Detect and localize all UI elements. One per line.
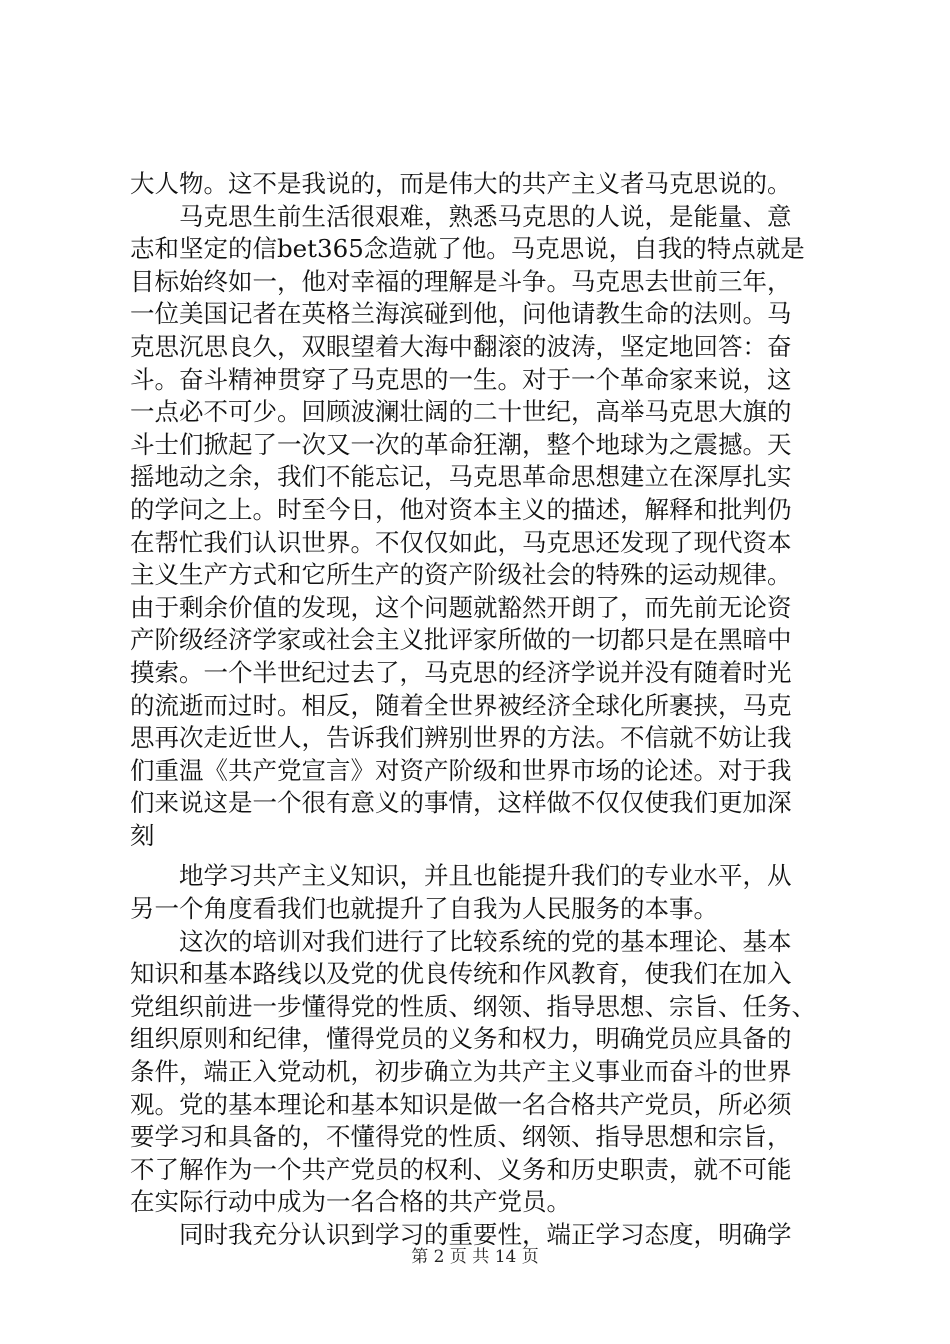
text-line: 要学习和具备的，不懂得党的性质、纲领、指导思想和宗旨， — [130, 1122, 792, 1152]
text-line: 马克思生前生活很艰难，熟悉马克思的人说，是能量、意 — [130, 201, 792, 231]
text-line: 产阶级经济学家或社会主义批评家所做的一切都只是在黑暗中 — [130, 625, 792, 655]
text-line: 这次的培训对我们进行了比较系统的党的基本理论、基本 — [130, 926, 792, 956]
text-line: 克思沉思良久，双眼望着大海中翻滚的波涛，坚定地回答：奋 — [130, 331, 792, 361]
text-line: 目标始终如一，他对幸福的理解是斗争。马克思去世前三年， — [130, 266, 792, 296]
text-line: 志和坚定的信bet365念造就了他。马克思说，自我的特点就是 — [130, 234, 805, 264]
text-line: 由于剩余价值的发现，这个问题就豁然开朗了，而先前无论资 — [130, 592, 792, 622]
text-line: 思再次走近世人，告诉我们辨别世界的方法。不信就不妨让我 — [130, 723, 792, 753]
text-line: 党组织前进一步懂得党的性质、纲领、指导思想、宗旨、任务、 — [130, 991, 816, 1021]
text-line: 们重温《共产党宣言》对资产阶级和世界市场的论述。对于我 — [130, 755, 792, 785]
text-line: 在实际行动中成为一名合格的共产党员。 — [130, 1187, 571, 1217]
text-line: 在帮忙我们认识世界。不仅仅如此，马克思还发现了现代资本 — [130, 527, 792, 557]
text-line: 一点必不可少。回顾波澜壮阔的二十世纪，高举马克思大旗的 — [130, 397, 792, 427]
text-line: 一位美国记者在英格兰海滨碰到他，问他请教生命的法则。马 — [130, 299, 792, 329]
text-line: 大人物。这不是我说的，而是伟大的共产主义者马克思说的。 — [130, 169, 792, 198]
text-line: 条件，端正入党动机，初步确立为共产主义事业而奋斗的世界 — [130, 1057, 792, 1087]
text-line: 斗士们掀起了一次又一次的革命狂潮，整个地球为之震撼。天 — [130, 429, 792, 459]
page-footer — [0, 1242, 950, 1267]
text-line: 斗。奋斗精神贯穿了马克思的一生。对于一个革命家来说，这 — [130, 364, 792, 394]
text-line: 摸索。一个半世纪过去了，马克思的经济学说并没有随着时光 — [130, 657, 792, 687]
text-line: 主义生产方式和它所生产的资产阶级社会的特殊的运动规律。 — [130, 560, 792, 590]
text-line: 的流逝而过时。相反，随着全世界被经济全球化所裹挟，马克 — [130, 690, 792, 720]
text-line: 不了解作为一个共产党员的权利、义务和历史职责，就不可能 — [130, 1154, 792, 1184]
page-number: 第 2 页 共 14 页 — [411, 1247, 539, 1267]
text-line: 刻 — [130, 820, 155, 850]
text-line: 们来说这是一个很有意义的事情，这样做不仅仅使我们更加深 — [130, 788, 792, 818]
paragraph-gap — [130, 852, 830, 860]
text-line: 摇地动之余，我们不能忘记，马克思革命思想建立在深厚扎实 — [130, 462, 792, 492]
text-line: 另一个角度看我们也就提升了自我为人民服务的本事。 — [130, 894, 718, 924]
text-line: 同时我充分认识到学习的重要性，端正学习态度，明确学 — [130, 1220, 792, 1249]
text-line: 知识和基本路线以及党的优良传统和作风教育，使我们在加入 — [130, 959, 792, 989]
text-line: 观。党的基本理论和基本知识是做一名合格共产党员，所必须 — [130, 1089, 792, 1119]
document-body — [130, 168, 830, 1252]
text-line: 的学问之上。时至今日，他对资本主义的描述，解释和批判仍 — [130, 494, 792, 524]
text-line: 组织原则和纪律，懂得党员的义务和权力，明确党员应具备的 — [130, 1024, 792, 1054]
text-line: 地学习共产主义知识，并且也能提升我们的专业水平，从 — [130, 861, 792, 891]
